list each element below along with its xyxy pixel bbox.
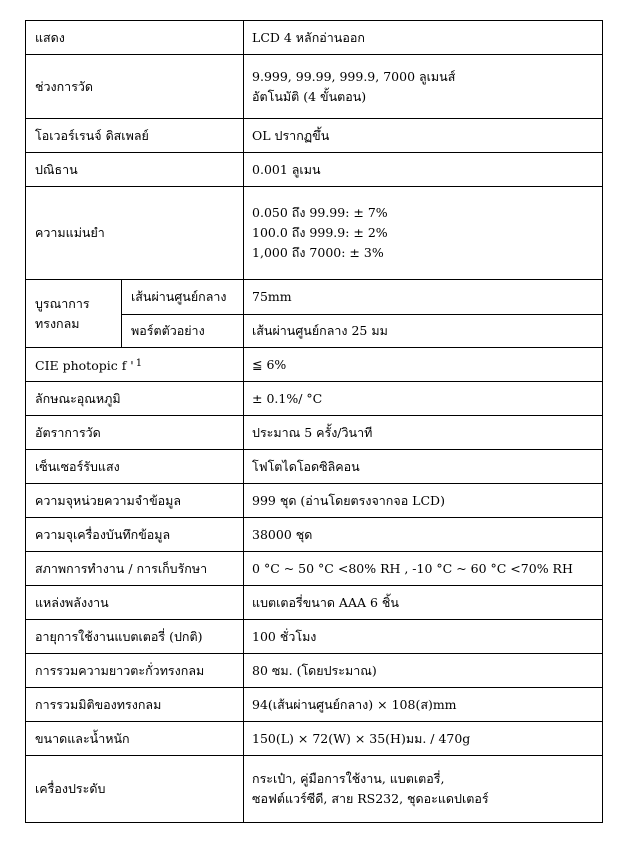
spec-row-sphere-dimensions <box>26 688 603 722</box>
spec-row-display <box>26 21 603 55</box>
spec-label: อายุการใช้งานแบตเตอรี่ (ปกติ) <box>26 620 244 654</box>
spec-label: ลักษณะอุณหภูมิ <box>26 382 244 416</box>
spec-label: เซ็นเซอร์รับแสง <box>26 450 244 484</box>
spec-value-line: กระเป๋า, คู่มือการใช้งาน, แบตเตอรี่, <box>252 771 445 786</box>
spec-sublabel: เส้นผ่านศูนย์กลาง <box>122 280 244 315</box>
spec-row-memory <box>26 484 603 518</box>
spec-label: ขนาดและน้ำหนัก <box>26 722 244 756</box>
spec-row-power <box>26 586 603 620</box>
spec-value: 999 ชุด (อ่านโดยตรงจากจอ LCD) <box>244 484 603 518</box>
spec-label: ความจุเครื่องบันทึกข้อมูล <box>26 518 244 552</box>
spec-value: 80 ซม. (โดยประมาณ) <box>244 654 603 688</box>
spec-row-datalogger <box>26 518 603 552</box>
spec-row-sphere-diameter <box>26 280 603 315</box>
spec-label: เครื่องประดับ <box>26 756 244 823</box>
spec-label: แสดง <box>26 21 244 55</box>
spec-value: 38000 ชุด <box>244 518 603 552</box>
spec-value-line: 100.0 ถึง 999.9: ± 2% <box>252 225 388 240</box>
spec-label: ปณิธาน <box>26 153 244 187</box>
spec-label: โอเวอร์เรนจ์ ดิสเพลย์ <box>26 119 244 153</box>
spec-label: ความจุหน่วยความจำข้อมูล <box>26 484 244 518</box>
spec-value: 0 °C ~ 50 °C <80% RH , -10 °C ~ 60 °C <70% RH <box>244 552 603 586</box>
spec-value: เส้นผ่านศูนย์กลาง 25 มม <box>244 315 603 348</box>
spec-label: การรวมมิติของทรงกลม <box>26 688 244 722</box>
spec-label <box>26 280 122 348</box>
spec-value-line: อัตโนมัติ (4 ขั้นตอน) <box>252 88 367 104</box>
spec-value: 75mm <box>244 280 603 315</box>
spec-row-range <box>26 55 603 119</box>
spec-label: อัตราการวัด <box>26 416 244 450</box>
spec-table <box>25 20 603 823</box>
spec-row-sensor <box>26 450 603 484</box>
spec-row-resolution <box>26 153 603 187</box>
spec-value: แบตเตอรี่ขนาด AAA 6 ชิ้น <box>244 586 603 620</box>
spec-label <box>26 348 244 382</box>
spec-row-overrange <box>26 119 603 153</box>
spec-row-battery-life <box>26 620 603 654</box>
spec-value-line: 1,000 ถึง 7000: ± 3% <box>252 245 384 260</box>
spec-label-line: บูรณาการ <box>35 295 90 311</box>
spec-row-accessories <box>26 756 603 823</box>
spec-value-line: ซอฟต์แวร์ซีดี, สาย RS232, ชุดอะแดปเตอร์ <box>252 791 489 806</box>
spec-value: ประมาณ 5 ครั้ง/วินาที <box>244 416 603 450</box>
spec-value: โฟโตไดโอดซิลิคอน <box>244 450 603 484</box>
spec-value: 94(เส้นผ่านศูนย์กลาง) × 108(ส)mm <box>244 688 603 722</box>
spec-value: 100 ชั่วโมง <box>244 620 603 654</box>
spec-row-rate <box>26 416 603 450</box>
spec-value-line: 0.050 ถึง 99.99: ± 7% <box>252 205 388 220</box>
spec-value-line: 9.999, 99.99, 999.9, 7000 ลูเมนส์ <box>252 68 456 84</box>
spec-value: 150(L) × 72(W) × 35(H)มม. / 470g <box>244 722 603 756</box>
spec-value: 0.001 ลูเมน <box>244 153 603 187</box>
spec-value: LCD 4 หลักอ่านออก <box>244 21 603 55</box>
spec-row-cie <box>26 348 603 382</box>
spec-label: สภาพการทำงาน / การเก็บรักษา <box>26 552 244 586</box>
spec-value: ± 0.1%/ °C <box>244 382 603 416</box>
spec-row-environment <box>26 552 603 586</box>
spec-label-text: CIE photopic f ' <box>35 357 134 373</box>
spec-value: OL ปรากฏขึ้น <box>244 119 603 153</box>
spec-row-lead-length <box>26 654 603 688</box>
spec-label: การรวมความยาวตะกั่วทรงกลม <box>26 654 244 688</box>
spec-value: ≦ 6% <box>244 348 603 382</box>
spec-label: แหล่งพลังงาน <box>26 586 244 620</box>
spec-row-temperature <box>26 382 603 416</box>
spec-label: ช่วงการวัด <box>26 55 244 119</box>
spec-sublabel: พอร์ตตัวอย่าง <box>122 315 244 348</box>
spec-row-size-weight <box>26 722 603 756</box>
footnote-mark: 1 <box>135 357 143 369</box>
spec-value <box>244 187 603 280</box>
spec-value <box>244 756 603 823</box>
spec-value <box>244 55 603 119</box>
spec-label-line: ทรงกลม <box>35 315 80 331</box>
spec-label: ความแม่นยำ <box>26 187 244 280</box>
spec-row-accuracy <box>26 187 603 280</box>
